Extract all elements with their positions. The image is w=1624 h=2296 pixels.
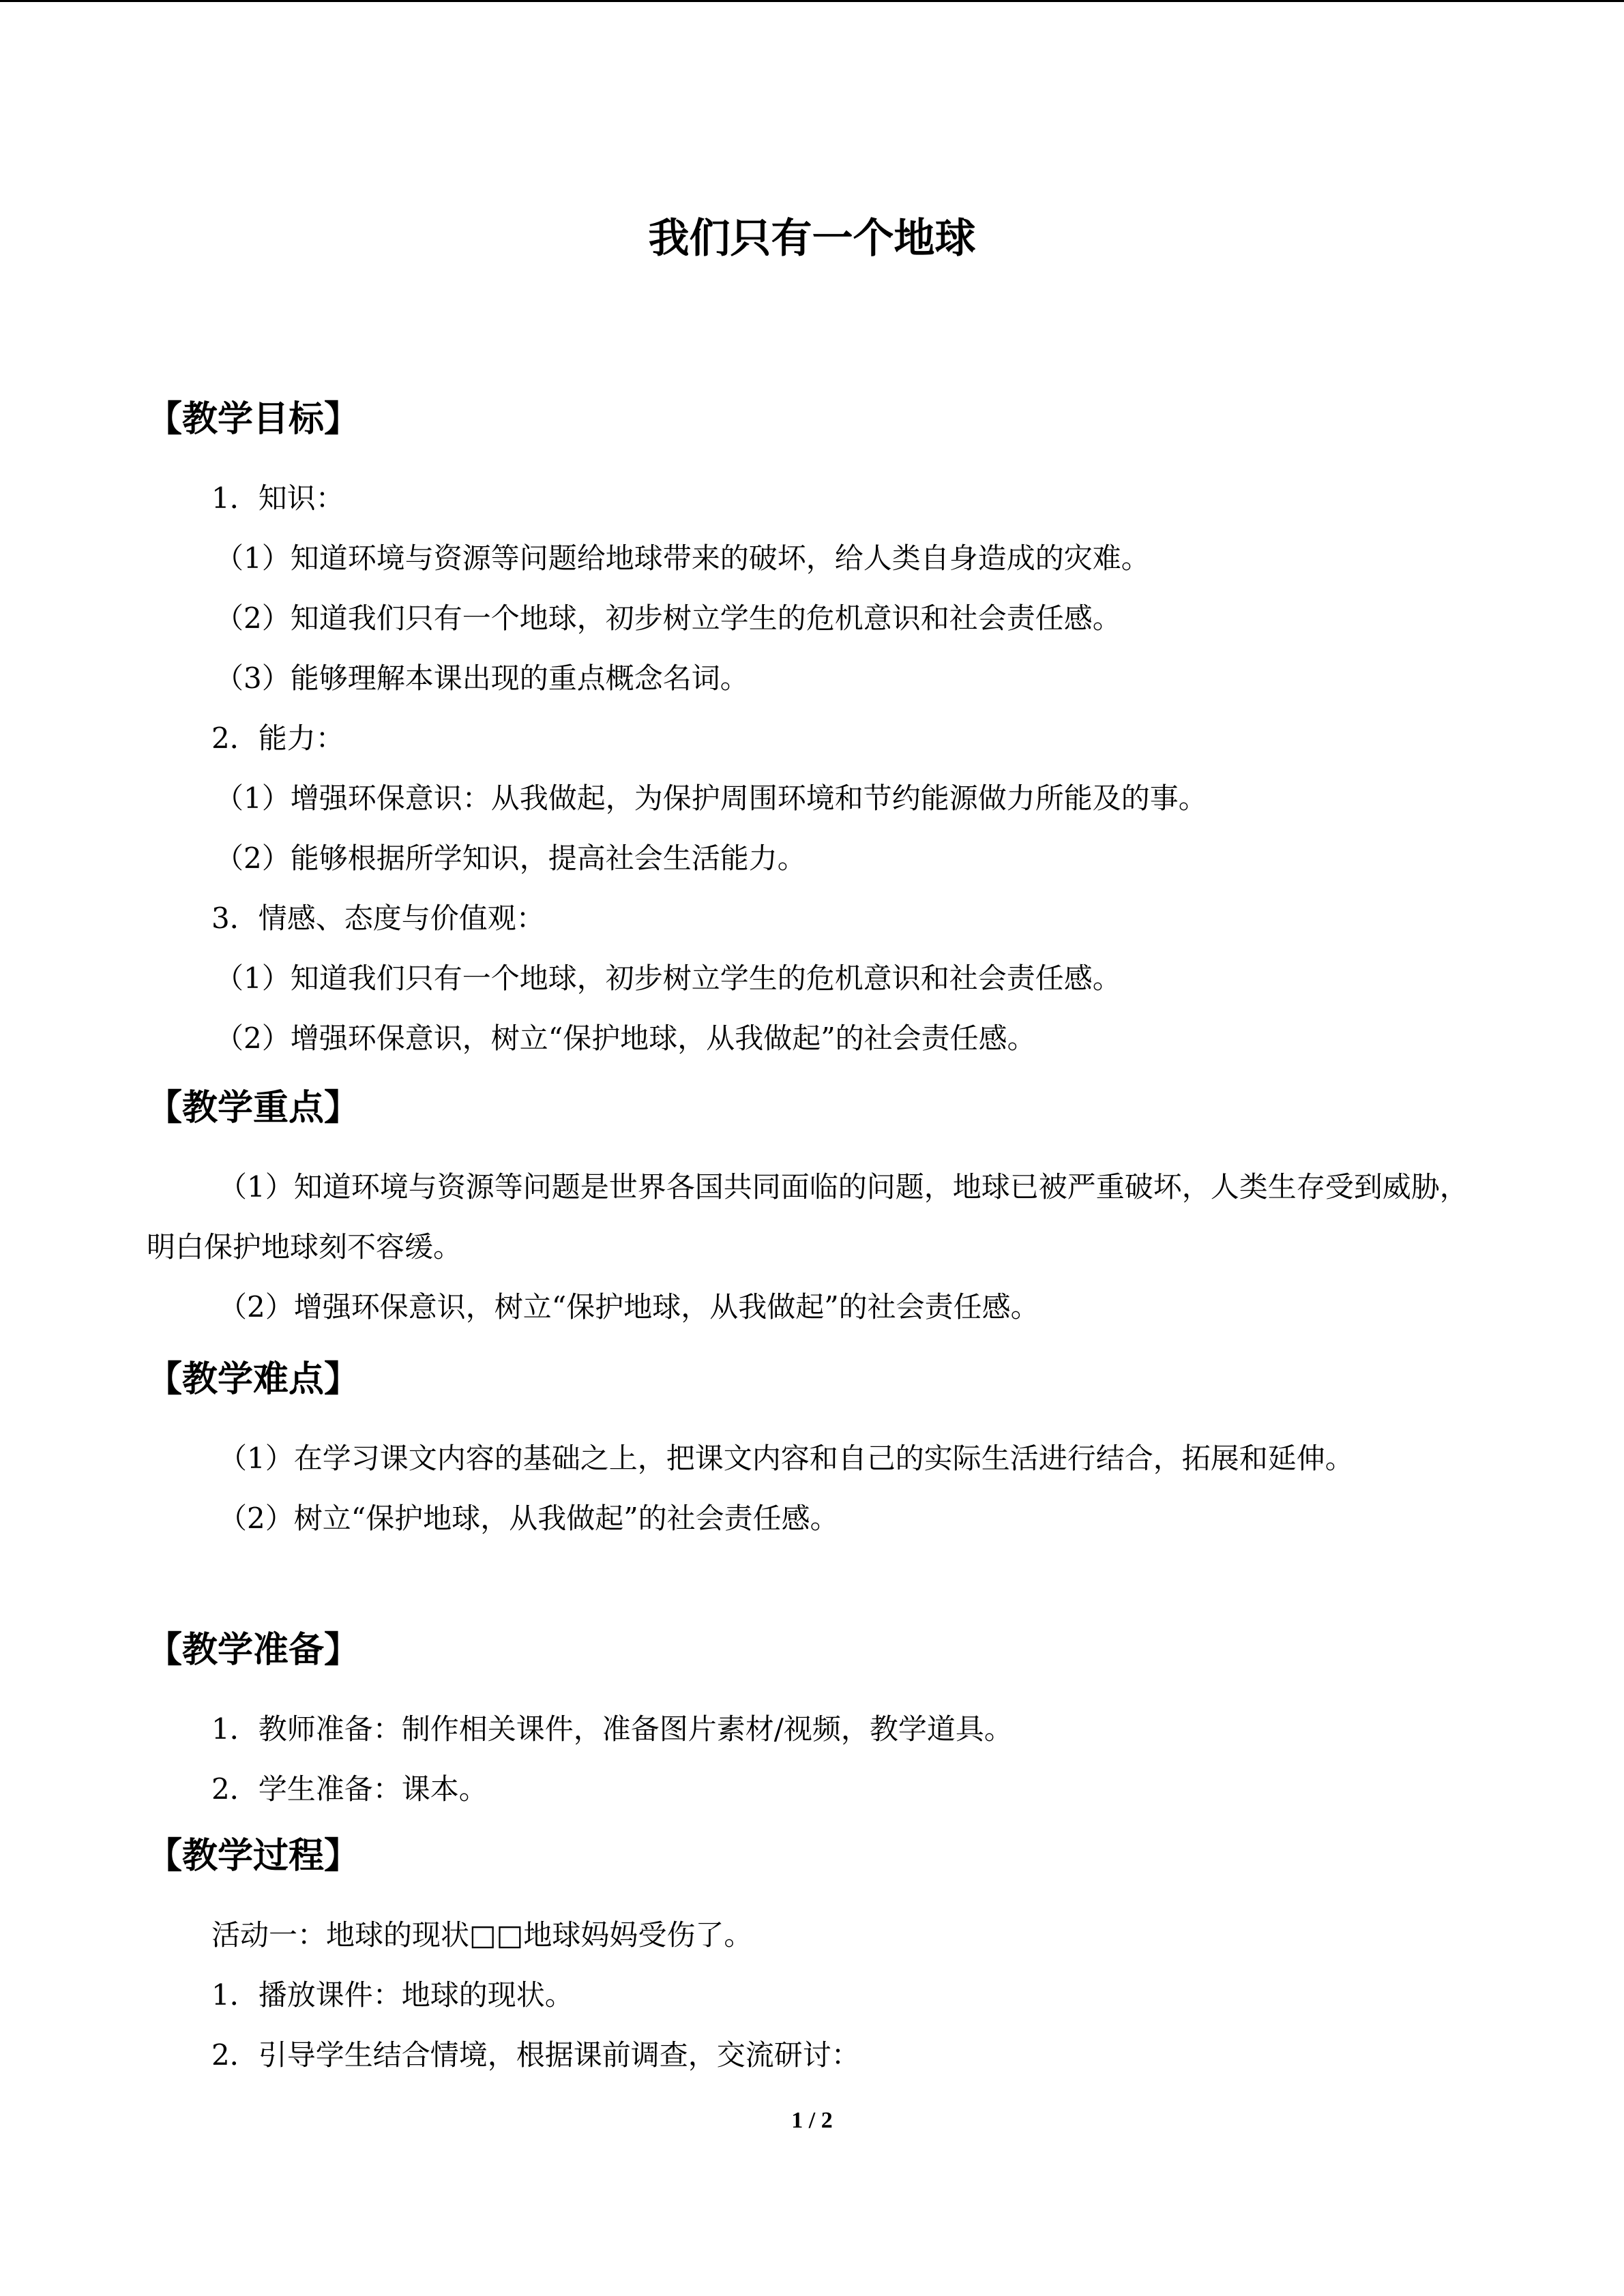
key-point-paragraph: （1）知道环境与资源等问题是世界各国共同面临的问题，地球已被严重破坏，人类生存受到威胁，明白保护地球刻不容缓。 [147,1170,1468,1264]
section-difficulties [147,1345,1511,1549]
section-heading-difficulties: 【教学难点】 [147,1358,360,1400]
objective-line: 3．情感、态度与价值观： [211,901,545,935]
process-line: 活动一：地球的现状□□地球妈妈受伤了。 [211,1918,753,1952]
document-title: 我们只有一个地球 [648,215,976,263]
difficulty-paragraph: （1）在学习课文内容的基础之上，把课文内容和自己的实际生活进行结合，拓展和延伸。 [218,1442,1354,1475]
section-heading-preparation: 【教学准备】 [147,1629,360,1671]
objective-line: （2）知道我们只有一个地球，初步树立学生的危机意识和社会责任感。 [215,601,1121,635]
objective-line: 1．知识： [211,481,344,515]
section-heading-objectives: 【教学目标】 [147,398,360,440]
section-preparation [147,1616,1511,1819]
process-line: 2．引导学生结合情境，根据课前调查，交流研讨： [211,2038,860,2072]
page-number: 1 / 2 [791,2108,833,2133]
key-point-paragraph: （2）增强环保意识，树立“保护地球，从我做起”的社会责任感。 [218,1290,1039,1324]
section-key-points [147,1074,1511,1337]
objective-line: （1）知道我们只有一个地球，初步树立学生的危机意识和社会责任感。 [215,961,1121,995]
process-line: 1．播放课件：地球的现状。 [211,1978,574,2012]
preparation-line: 1．教师准备：制作相关课件，准备图片素材/视频，教学道具。 [211,1712,1013,1746]
objective-line: （3）能够理解本课出现的重点概念名词。 [215,661,749,695]
section-heading-key-points: 【教学重点】 [147,1087,360,1129]
section-objectives [147,385,1511,1069]
objective-line: （1）知道环境与资源等问题给地球带来的破坏，给人类自身造成的灾难。 [215,541,1150,575]
objective-line: 2．能力： [211,721,344,755]
objective-line: （2）能够根据所学知识，提高社会生活能力。 [215,841,806,875]
preparation-line: 2．学生准备：课本。 [211,1772,488,1806]
objective-line: （1）增强环保意识：从我做起，为保护周围环境和节约能源做力所能及的事。 [215,781,1207,815]
section-process [147,1822,1511,2085]
difficulty-paragraph: （2）树立“保护地球，从我做起”的社会责任感。 [218,1502,839,1535]
section-heading-process: 【教学过程】 [147,1835,360,1877]
objective-line: （2）增强环保意识，树立“保护地球，从我做起”的社会责任感。 [215,1022,1036,1055]
